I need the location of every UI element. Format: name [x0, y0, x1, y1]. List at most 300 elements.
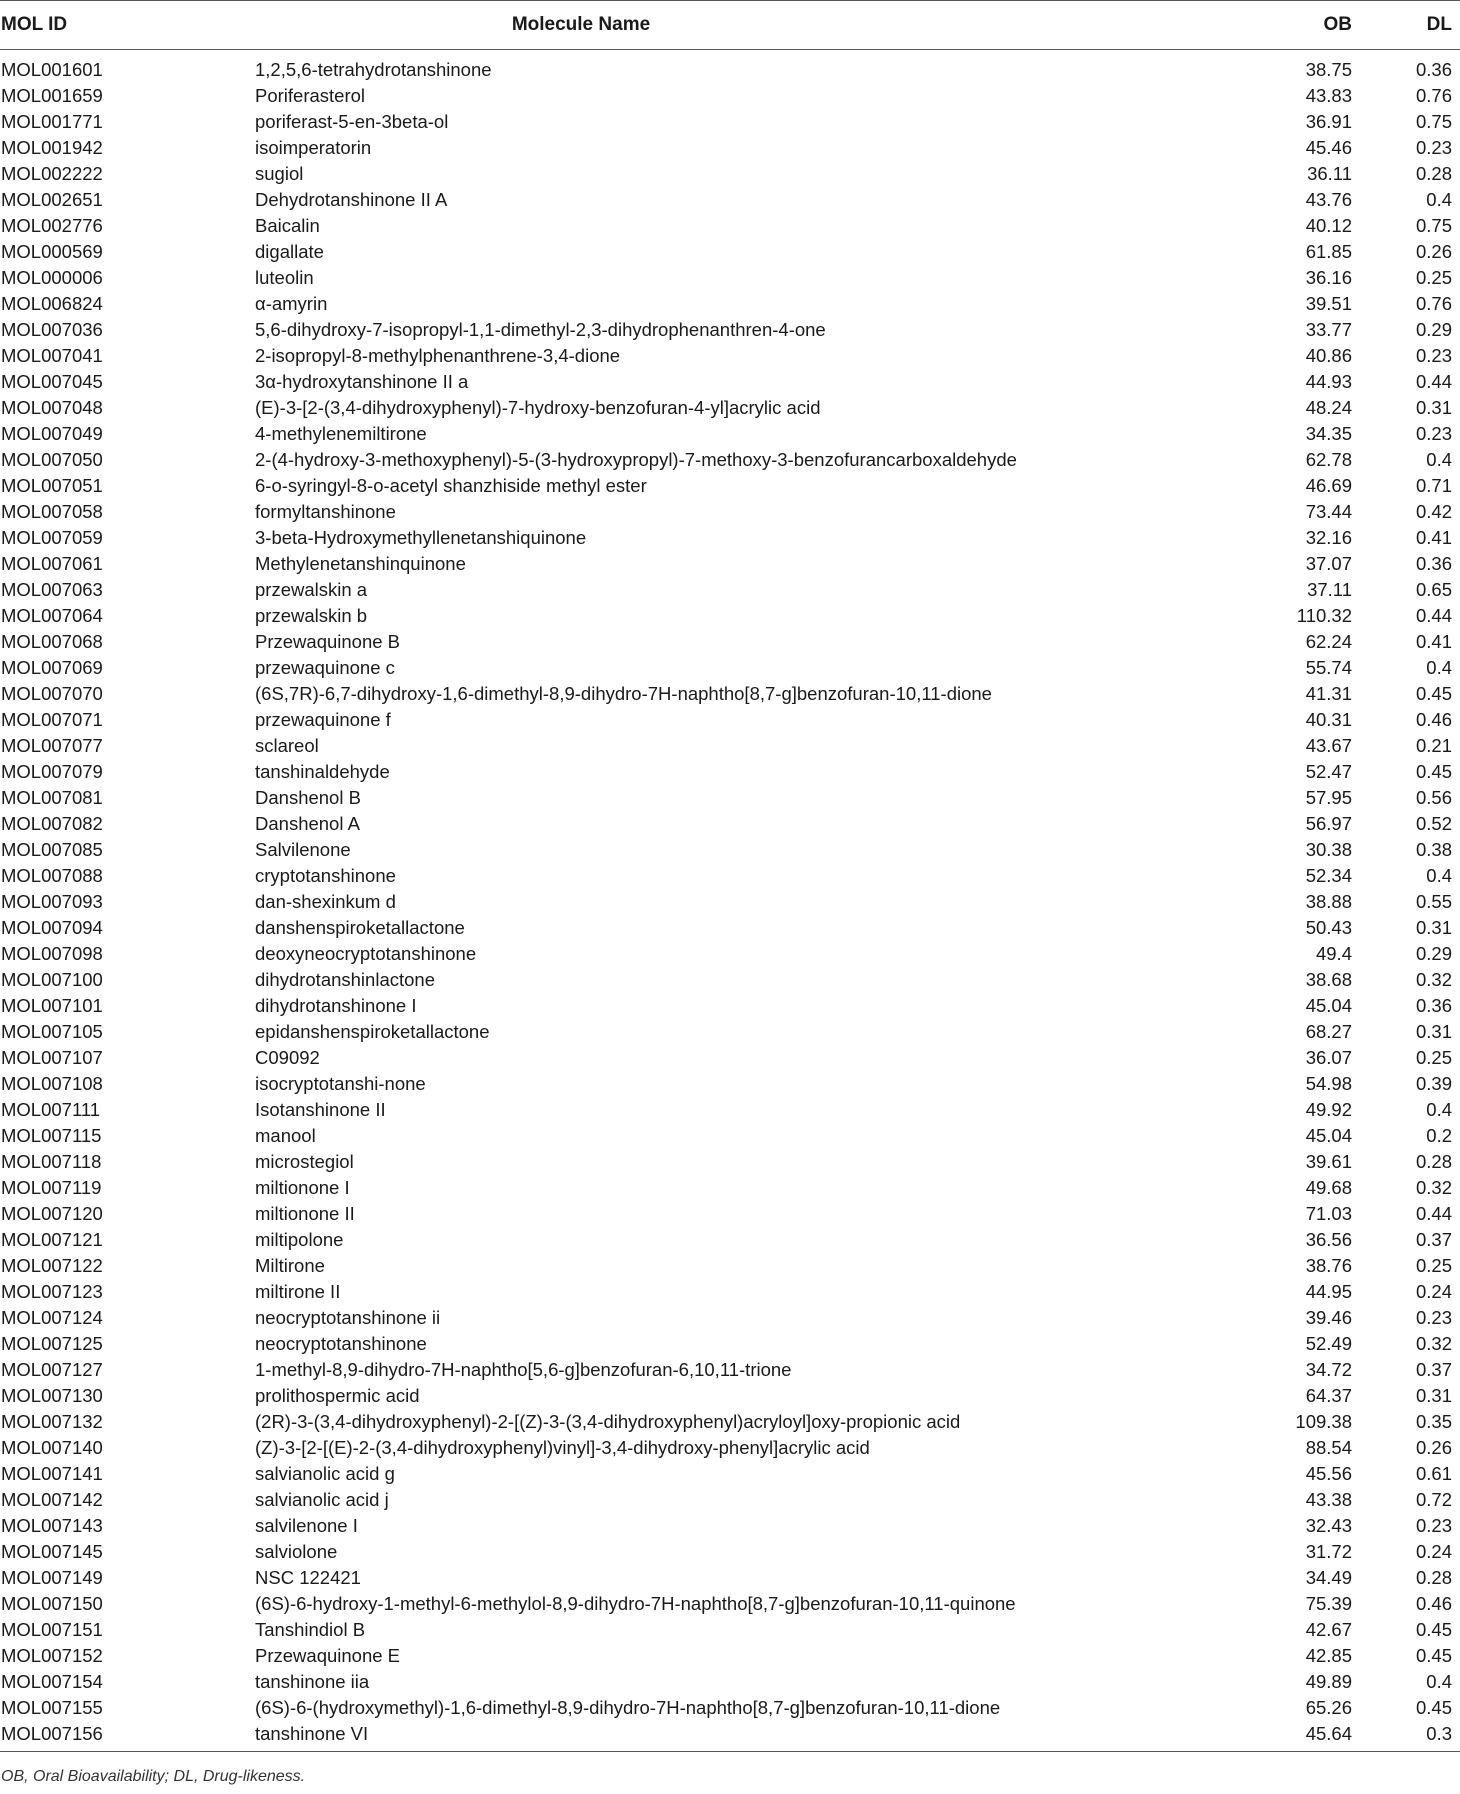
cell-dl: 0.28: [1415, 163, 1452, 184]
cell-ob: 40.31: [1305, 709, 1352, 730]
cell-dl: 0.36: [1415, 995, 1452, 1016]
cell-ob: 36.16: [1305, 267, 1352, 288]
cell-dl: 0.4: [1426, 865, 1452, 886]
cell-mol-id: MOL007061: [1, 553, 103, 574]
cell-dl: 0.2: [1426, 1125, 1452, 1146]
cell-dl: 0.28: [1415, 1567, 1452, 1588]
cell-mol-id: MOL007120: [1, 1203, 103, 1224]
cell-ob: 32.43: [1305, 1515, 1352, 1536]
table-row: [0, 629, 1460, 655]
cell-mol-id: MOL001942: [1, 137, 103, 158]
cell-molecule-name: salvilenone I: [255, 1515, 358, 1536]
cell-molecule-name: NSC 122421: [255, 1567, 361, 1588]
cell-dl: 0.31: [1415, 1385, 1452, 1406]
table-row: [0, 1461, 1460, 1487]
table-header: [0, 1, 1460, 50]
cell-dl: 0.31: [1415, 917, 1452, 938]
cell-mol-id: MOL002776: [1, 215, 103, 236]
cell-mol-id: MOL007125: [1, 1333, 103, 1354]
cell-dl: 0.37: [1415, 1359, 1452, 1380]
cell-ob: 57.95: [1305, 787, 1352, 808]
cell-mol-id: MOL007115: [1, 1125, 102, 1146]
cell-mol-id: MOL007141: [1, 1463, 103, 1484]
cell-ob: 88.54: [1305, 1437, 1352, 1458]
cell-mol-id: MOL007081: [1, 787, 103, 808]
cell-mol-id: MOL002222: [1, 163, 103, 184]
cell-molecule-name: 5,6-dihydroxy-7-isopropyl-1,1-dimethyl-2,3-dihydrophenanthren-4-one: [255, 319, 826, 340]
table-row: [0, 265, 1460, 291]
table-row: [0, 1045, 1460, 1071]
cell-molecule-name: deoxyneocryptotanshinone: [255, 943, 477, 964]
cell-dl: 0.23: [1415, 1307, 1452, 1328]
cell-mol-id: MOL007156: [0, 1721, 255, 1752]
cell-molecule-name: dan-shexinkum d: [255, 891, 396, 912]
cell-ob: 36.91: [1305, 111, 1352, 132]
cell-molecule-name: Salvilenone: [255, 839, 351, 860]
cell-mol-id: MOL007071: [1, 709, 103, 730]
table-footnote: OB, Oral Bioavailability; DL, Drug-likeness.: [1, 1768, 306, 1785]
table-row: [0, 109, 1460, 135]
cell-dl: 0.23: [1415, 345, 1452, 366]
cell-molecule-name: (6S,7R)-6,7-dihydroxy-1,6-dimethyl-8,9-dihydro-7H-naphtho[8,7-g]benzofuran-10,11-dione: [255, 683, 992, 704]
table-body: [0, 50, 1460, 1752]
table-row: [0, 1097, 1460, 1123]
cell-dl: 0.44: [1415, 1203, 1452, 1224]
cell-mol-id: MOL007101: [1, 995, 103, 1016]
cell-dl: 0.28: [1415, 1151, 1452, 1172]
table-row: [0, 83, 1460, 109]
table-row: [0, 1175, 1460, 1201]
cell-molecule-name: 3-beta-Hydroxymethyllenetanshiquinone: [255, 527, 587, 548]
cell-dl: 0.25: [1415, 1047, 1452, 1068]
cell-molecule-name: isocryptotanshi-none: [255, 1073, 426, 1094]
cell-dl: 0.23: [1415, 423, 1452, 444]
table-row: [0, 1565, 1460, 1591]
cell-ob: 45.64: [1255, 1721, 1360, 1752]
table-row: [0, 343, 1460, 369]
table-row: [0, 187, 1460, 213]
spacer-row: [0, 50, 1460, 58]
cell-dl: 0.42: [1415, 501, 1452, 522]
cell-ob: 52.47: [1305, 761, 1352, 782]
cell-molecule-name: przewalskin a: [255, 579, 368, 600]
table-row: [0, 1617, 1460, 1643]
cell-dl: 0.32: [1415, 1333, 1452, 1354]
cell-ob: 32.16: [1305, 527, 1352, 548]
cell-mol-id: MOL007070: [1, 683, 103, 704]
table-row: [0, 1409, 1460, 1435]
cell-mol-id: MOL007085: [1, 839, 103, 860]
table-row: [0, 161, 1460, 187]
table-row: [0, 1331, 1460, 1357]
table-row: [0, 1695, 1460, 1721]
cell-molecule-name: 1,2,5,6-tetrahydrotanshinone: [255, 59, 492, 80]
table-row: [0, 447, 1460, 473]
cell-ob: 34.72: [1305, 1359, 1352, 1380]
cell-dl: 0.4: [1426, 1099, 1452, 1120]
cell-ob: 41.31: [1305, 683, 1352, 704]
cell-dl: 0.25: [1415, 267, 1452, 288]
cell-dl: 0.4: [1426, 657, 1452, 678]
cell-molecule-name: neocryptotanshinone: [255, 1333, 427, 1354]
cell-molecule-name: (2R)-3-(3,4-dihydroxyphenyl)-2-[(Z)-3-(3,4-dihydroxyphenyl)acryloyl]oxy-propionic acid: [255, 1411, 961, 1432]
cell-ob: 43.67: [1305, 735, 1352, 756]
cell-ob: 65.26: [1305, 1697, 1352, 1718]
cell-molecule-name: tanshinone VI: [255, 1721, 1255, 1752]
cell-mol-id: MOL007122: [1, 1255, 103, 1276]
table-row: [0, 1123, 1460, 1149]
table-row: [0, 785, 1460, 811]
cell-dl: 0.37: [1415, 1229, 1452, 1250]
cell-mol-id: MOL007059: [1, 527, 103, 548]
table-row: [0, 395, 1460, 421]
cell-mol-id: MOL007127: [1, 1359, 103, 1380]
table-row: [0, 811, 1460, 837]
cell-dl: 0.23: [1415, 137, 1452, 158]
cell-ob: 49.92: [1305, 1099, 1352, 1120]
table-row: [0, 733, 1460, 759]
cell-mol-id: MOL007111: [1, 1099, 101, 1120]
cell-mol-id: MOL007063: [1, 579, 103, 600]
table-row: [0, 577, 1460, 603]
cell-dl: 0.46: [1415, 1593, 1452, 1614]
cell-ob: 44.93: [1305, 371, 1352, 392]
cell-mol-id: MOL007124: [1, 1307, 103, 1328]
cell-dl: 0.4: [1426, 189, 1452, 210]
cell-dl: 0.36: [1415, 59, 1452, 80]
table-row: [0, 1539, 1460, 1565]
cell-molecule-name: luteolin: [255, 267, 314, 288]
cell-mol-id: MOL007088: [1, 865, 103, 886]
cell-dl: 0.4: [1426, 449, 1452, 470]
cell-mol-id: MOL007048: [1, 397, 103, 418]
cell-dl: 0.45: [1415, 1645, 1452, 1666]
header-dl: DL: [1360, 1, 1460, 50]
cell-dl: 0.31: [1415, 397, 1452, 418]
cell-ob: 62.78: [1305, 449, 1352, 470]
table-row: [0, 135, 1460, 161]
cell-molecule-name: miltipolone: [255, 1229, 344, 1250]
cell-ob: 33.77: [1305, 319, 1352, 340]
cell-dl: 0.72: [1415, 1489, 1452, 1510]
cell-molecule-name: cryptotanshinone: [255, 865, 396, 886]
table-row: [0, 759, 1460, 785]
cell-ob: 68.27: [1305, 1021, 1352, 1042]
cell-ob: 38.68: [1305, 969, 1352, 990]
table-row: [0, 993, 1460, 1019]
cell-mol-id: MOL007155: [1, 1697, 103, 1718]
cell-ob: 45.56: [1305, 1463, 1352, 1484]
header-ob: OB: [1255, 1, 1360, 50]
cell-ob: 43.83: [1305, 85, 1352, 106]
cell-molecule-name: Danshenol B: [255, 787, 361, 808]
cell-dl: 0.23: [1415, 1515, 1452, 1536]
cell-dl: 0.24: [1415, 1281, 1452, 1302]
table-row: [0, 837, 1460, 863]
table-row: [0, 863, 1460, 889]
cell-ob: 55.74: [1305, 657, 1352, 678]
table-row: [0, 291, 1460, 317]
cell-mol-id: MOL007100: [1, 969, 103, 990]
cell-dl: 0.4: [1426, 1671, 1452, 1692]
cell-ob: 38.76: [1305, 1255, 1352, 1276]
cell-ob: 54.98: [1305, 1073, 1352, 1094]
cell-ob: 71.03: [1305, 1203, 1352, 1224]
cell-mol-id: MOL007045: [1, 371, 103, 392]
cell-dl: 0.3: [1360, 1721, 1460, 1752]
cell-molecule-name: miltirone II: [255, 1281, 341, 1302]
table-row: [0, 239, 1460, 265]
cell-mol-id: MOL007142: [1, 1489, 103, 1510]
cell-dl: 0.45: [1415, 1697, 1452, 1718]
table-row: [0, 499, 1460, 525]
cell-ob: 31.72: [1305, 1541, 1352, 1562]
cell-ob: 75.39: [1305, 1593, 1352, 1614]
table-row: [0, 1513, 1460, 1539]
cell-ob: 40.12: [1305, 215, 1352, 236]
cell-mol-id: MOL007130: [1, 1385, 103, 1406]
cell-mol-id: MOL007082: [1, 813, 103, 834]
cell-dl: 0.25: [1415, 1255, 1452, 1276]
table-row: [0, 889, 1460, 915]
cell-mol-id: MOL007064: [1, 605, 103, 626]
cell-dl: 0.41: [1415, 631, 1452, 652]
cell-dl: 0.26: [1415, 241, 1452, 262]
cell-molecule-name: digallate: [255, 241, 324, 262]
cell-mol-id: MOL007079: [1, 761, 103, 782]
cell-mol-id: MOL007154: [1, 1671, 103, 1692]
cell-molecule-name: Tanshindiol B: [255, 1619, 366, 1640]
cell-dl: 0.76: [1415, 85, 1452, 106]
cell-molecule-name: C09092: [255, 1047, 320, 1068]
header-mol-id: MOL ID: [0, 1, 255, 50]
cell-mol-id: MOL001771: [1, 111, 103, 132]
cell-mol-id: MOL007094: [1, 917, 103, 938]
table-row: [0, 1279, 1460, 1305]
table-row: [0, 1669, 1460, 1695]
table-row: [0, 1201, 1460, 1227]
cell-mol-id: MOL007121: [1, 1229, 103, 1250]
cell-molecule-name: Isotanshinone II: [255, 1099, 386, 1120]
cell-dl: 0.29: [1415, 319, 1452, 340]
cell-ob: 52.34: [1305, 865, 1352, 886]
cell-ob: 38.75: [1305, 59, 1352, 80]
cell-molecule-name: Danshenol A: [255, 813, 360, 834]
table-row: [0, 57, 1460, 83]
cell-ob: 110.32: [1296, 605, 1352, 626]
cell-mol-id: MOL007118: [1, 1151, 102, 1172]
cell-molecule-name: poriferast-5-en-3beta-ol: [255, 111, 449, 132]
cell-dl: 0.32: [1415, 1177, 1452, 1198]
cell-dl: 0.24: [1415, 1541, 1452, 1562]
cell-ob: 61.85: [1305, 241, 1352, 262]
table-row: [0, 421, 1460, 447]
cell-molecule-name: miltionone II: [255, 1203, 355, 1224]
cell-molecule-name: danshenspiroketallactone: [255, 917, 465, 938]
cell-ob: 52.49: [1305, 1333, 1352, 1354]
cell-molecule-name: prolithospermic acid: [255, 1385, 420, 1406]
cell-ob: 64.37: [1305, 1385, 1352, 1406]
cell-dl: 0.36: [1415, 553, 1452, 574]
table-row: [0, 1357, 1460, 1383]
cell-ob: 37.11: [1307, 579, 1352, 600]
cell-molecule-name: 4-methylenemiltirone: [255, 423, 427, 444]
cell-mol-id: MOL007036: [1, 319, 103, 340]
cell-dl: 0.45: [1415, 683, 1452, 704]
cell-molecule-name: 3α-hydroxytanshinone II a: [255, 371, 469, 392]
cell-dl: 0.45: [1415, 1619, 1452, 1640]
cell-dl: 0.44: [1415, 605, 1452, 626]
cell-mol-id: MOL006824: [1, 293, 103, 314]
cell-dl: 0.56: [1415, 787, 1452, 808]
cell-molecule-name: 2-(4-hydroxy-3-methoxyphenyl)-5-(3-hydroxypropyl)-7-methoxy-3-benzofurancarboxaldehyde: [255, 449, 1017, 470]
cell-ob: 43.76: [1305, 189, 1352, 210]
cell-molecule-name: Baicalin: [255, 215, 320, 236]
cell-dl: 0.71: [1415, 475, 1452, 496]
cell-dl: 0.75: [1415, 111, 1452, 132]
cell-dl: 0.65: [1415, 579, 1452, 600]
cell-dl: 0.38: [1415, 839, 1452, 860]
cell-ob: 50.43: [1305, 917, 1352, 938]
table-row: [0, 1019, 1460, 1045]
table-row: [0, 1435, 1460, 1461]
table-row: [0, 1383, 1460, 1409]
cell-molecule-name: epidanshenspiroketallactone: [255, 1021, 490, 1042]
table-row: [0, 551, 1460, 577]
cell-ob: 49.4: [1315, 943, 1352, 964]
cell-molecule-name: (Z)-3-[2-[(E)-2-(3,4-dihydroxyphenyl)vinyl]-3,4-dihydroxy-phenyl]acrylic acid: [255, 1437, 870, 1458]
cell-molecule-name: salvianolic acid j: [255, 1489, 389, 1510]
cell-ob: 39.51: [1305, 293, 1352, 314]
table-row: [0, 1721, 1460, 1752]
cell-dl: 0.29: [1415, 943, 1452, 964]
cell-molecule-name: miltionone I: [255, 1177, 350, 1198]
cell-ob: 36.07: [1305, 1047, 1352, 1068]
cell-mol-id: MOL007050: [1, 449, 103, 470]
cell-dl: 0.76: [1415, 293, 1452, 314]
cell-mol-id: MOL007145: [1, 1541, 103, 1562]
cell-molecule-name: sugiol: [255, 163, 304, 184]
cell-dl: 0.61: [1415, 1463, 1452, 1484]
cell-molecule-name: neocryptotanshinone ii: [255, 1307, 441, 1328]
cell-molecule-name: Methylenetanshinquinone: [255, 553, 466, 574]
cell-molecule-name: microstegiol: [255, 1151, 354, 1172]
cell-mol-id: MOL000569: [1, 241, 103, 262]
table-row: [0, 603, 1460, 629]
cell-mol-id: MOL007151: [1, 1619, 103, 1640]
cell-dl: 0.32: [1415, 969, 1452, 990]
cell-dl: 0.45: [1415, 761, 1452, 782]
cell-ob: 36.11: [1307, 163, 1352, 184]
cell-ob: 45.04: [1305, 995, 1352, 1016]
cell-ob: 39.46: [1305, 1307, 1352, 1328]
cell-ob: 43.38: [1305, 1489, 1352, 1510]
cell-molecule-name: przewaquinone f: [255, 709, 391, 730]
cell-mol-id: MOL007069: [1, 657, 103, 678]
cell-dl: 0.26: [1415, 1437, 1452, 1458]
cell-molecule-name: Dehydrotanshinone II A: [255, 189, 448, 210]
cell-mol-id: MOL007107: [1, 1047, 103, 1068]
cell-molecule-name: 1-methyl-8,9-dihydro-7H-naphtho[5,6-g]benzofuran-6,10,11-trione: [255, 1359, 792, 1380]
cell-ob: 37.07: [1305, 553, 1352, 574]
cell-mol-id: MOL007068: [1, 631, 103, 652]
cell-mol-id: MOL007123: [1, 1281, 103, 1302]
cell-ob: 42.85: [1305, 1645, 1352, 1666]
cell-molecule-name: α-amyrin: [255, 293, 328, 314]
cell-mol-id: MOL007140: [1, 1437, 103, 1458]
cell-molecule-name: przewalskin b: [255, 605, 368, 626]
cell-molecule-name: Przewaquinone B: [255, 631, 401, 652]
cell-ob: 56.97: [1305, 813, 1352, 834]
cell-ob: 109.38: [1295, 1411, 1352, 1432]
cell-mol-id: MOL007041: [1, 345, 103, 366]
cell-molecule-name: (6S)-6-(hydroxymethyl)-1,6-dimethyl-8,9-dihydro-7H-naphtho[8,7-g]benzofuran-10,11-dione: [255, 1697, 1001, 1718]
cell-ob: 36.56: [1305, 1229, 1352, 1250]
cell-ob: 38.88: [1305, 891, 1352, 912]
cell-mol-id: MOL007149: [1, 1567, 103, 1588]
cell-mol-id: MOL007058: [1, 501, 103, 522]
cell-molecule-name: (E)-3-[2-(3,4-dihydroxyphenyl)-7-hydroxy-benzofuran-4-yl]acrylic acid: [255, 397, 821, 418]
cell-dl: 0.21: [1415, 735, 1452, 756]
cell-dl: 0.39: [1415, 1073, 1452, 1094]
cell-molecule-name: Poriferasterol: [255, 85, 366, 106]
cell-molecule-name: 2-isopropyl-8-methylphenanthrene-3,4-dione: [255, 345, 621, 366]
table-row: [0, 707, 1460, 733]
cell-ob: 73.44: [1305, 501, 1352, 522]
cell-mol-id: MOL007049: [1, 423, 103, 444]
cell-ob: 34.49: [1305, 1567, 1352, 1588]
cell-ob: 62.24: [1305, 631, 1352, 652]
cell-ob: 46.69: [1305, 475, 1352, 496]
cell-dl: 0.44: [1415, 371, 1452, 392]
table-row: [0, 369, 1460, 395]
cell-dl: 0.52: [1415, 813, 1452, 834]
table-row: [0, 1305, 1460, 1331]
cell-dl: 0.31: [1415, 1021, 1452, 1042]
table-row: [0, 473, 1460, 499]
cell-molecule-name: (6S)-6-hydroxy-1-methyl-6-methylol-8,9-dihydro-7H-naphtho[8,7-g]benzofuran-10,11-quinone: [255, 1593, 1016, 1614]
table-row: [0, 1487, 1460, 1513]
cell-ob: 42.67: [1305, 1619, 1352, 1640]
table-row: [0, 1643, 1460, 1669]
table-row: [0, 317, 1460, 343]
cell-molecule-name: przewaquinone c: [255, 657, 395, 678]
cell-ob: 34.35: [1305, 423, 1352, 444]
cell-mol-id: MOL007143: [1, 1515, 103, 1536]
cell-molecule-name: salviolone: [255, 1541, 338, 1562]
cell-mol-id: MOL007108: [1, 1073, 103, 1094]
cell-ob: 39.61: [1305, 1151, 1352, 1172]
cell-dl: 0.75: [1415, 215, 1452, 236]
cell-molecule-name: tanshinaldehyde: [255, 761, 390, 782]
cell-ob: 44.95: [1305, 1281, 1352, 1302]
cell-molecule-name: sclareol: [255, 735, 319, 756]
cell-dl: 0.55: [1415, 891, 1452, 912]
cell-mol-id: MOL007077: [1, 735, 103, 756]
table-row: [0, 1071, 1460, 1097]
cell-ob: 45.46: [1305, 137, 1352, 158]
cell-ob: 48.24: [1305, 397, 1352, 418]
cell-molecule-name: isoimperatorin: [255, 137, 372, 158]
table-row: [0, 915, 1460, 941]
table-row: [0, 1253, 1460, 1279]
cell-mol-id: MOL007132: [1, 1411, 103, 1432]
table-row: [0, 655, 1460, 681]
cell-ob: 49.89: [1305, 1671, 1352, 1692]
cell-molecule-name: formyltanshinone: [255, 501, 396, 522]
cell-mol-id: MOL000006: [1, 267, 103, 288]
cell-mol-id: MOL002651: [1, 189, 103, 210]
